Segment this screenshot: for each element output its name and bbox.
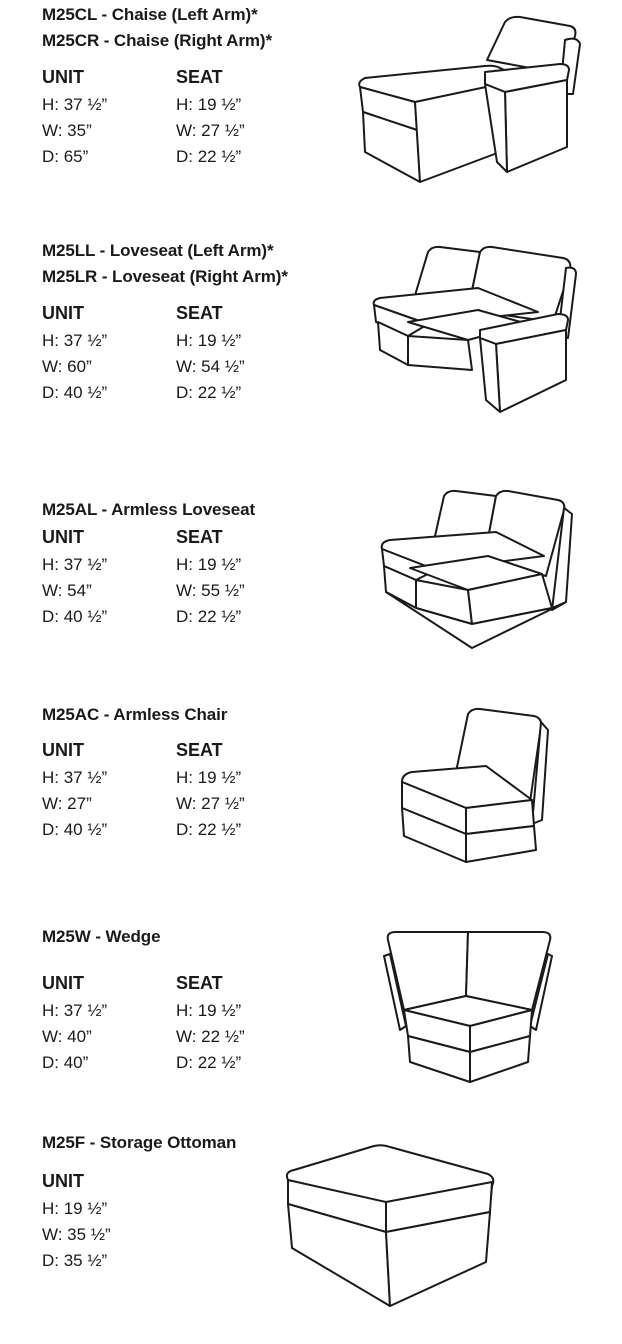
seat-width: W: 27 ½” [176,121,245,140]
armless-loveseat-icon [376,484,581,654]
seat-depth: D: 22 ½” [176,820,242,839]
unit-width: W: 40” [42,1027,92,1046]
unit-heading: UNIT [42,973,84,993]
unit-width: W: 54” [42,581,92,600]
seat-depth: D: 22 ½” [176,607,242,626]
unit-width: W: 35 ½” [42,1225,111,1244]
seat-heading: SEAT [176,527,223,547]
wedge-icon [380,926,560,1086]
product-title: M25CR - Chaise (Right Arm)* [42,31,272,50]
product-title: M25AL - Armless Loveseat [42,500,256,519]
unit-height: H: 37 ½” [42,768,108,787]
seat-depth: D: 22 ½” [176,1053,242,1072]
product-title: M25CL - Chaise (Left Arm)* [42,5,258,24]
loveseat-icon [368,240,588,420]
unit-heading: UNIT [42,527,84,547]
unit-width: W: 27” [42,794,92,813]
unit-width: W: 60” [42,357,92,376]
seat-height: H: 19 ½” [176,555,242,574]
chaise-icon [355,12,590,192]
armless-chair-icon [396,704,566,874]
product-title: M25LR - Loveseat (Right Arm)* [42,267,288,286]
seat-depth: D: 22 ½” [176,383,242,402]
unit-depth: D: 40 ½” [42,820,108,839]
unit-depth: D: 40 ½” [42,607,108,626]
unit-height: H: 37 ½” [42,331,108,350]
seat-depth: D: 22 ½” [176,147,242,166]
unit-heading: UNIT [42,740,84,760]
seat-height: H: 19 ½” [176,768,242,787]
product-title: M25LL - Loveseat (Left Arm)* [42,241,274,260]
product-title: M25F - Storage Ottoman [42,1133,237,1152]
seat-height: H: 19 ½” [176,95,242,114]
unit-depth: D: 65” [42,147,89,166]
seat-height: H: 19 ½” [176,1001,242,1020]
seat-heading: SEAT [176,740,223,760]
ottoman-icon [282,1140,502,1312]
unit-height: H: 37 ½” [42,1001,108,1020]
unit-heading: UNIT [42,1171,84,1191]
seat-heading: SEAT [176,303,223,323]
seat-heading: SEAT [176,67,223,87]
unit-height: H: 37 ½” [42,555,108,574]
seat-width: W: 54 ½” [176,357,245,376]
unit-heading: UNIT [42,303,84,323]
seat-width: W: 27 ½” [176,794,245,813]
unit-height: H: 37 ½” [42,95,108,114]
seat-height: H: 19 ½” [176,331,242,350]
unit-heading: UNIT [42,67,84,87]
seat-heading: SEAT [176,973,223,993]
seat-width: W: 55 ½” [176,581,245,600]
seat-width: W: 22 ½” [176,1027,245,1046]
product-title: M25W - Wedge [42,927,161,946]
unit-depth: D: 40 ½” [42,383,108,402]
unit-depth: D: 40” [42,1053,89,1072]
unit-width: W: 35” [42,121,92,140]
unit-depth: D: 35 ½” [42,1251,108,1270]
product-title: M25AC - Armless Chair [42,705,228,724]
unit-height: H: 19 ½” [42,1199,108,1218]
